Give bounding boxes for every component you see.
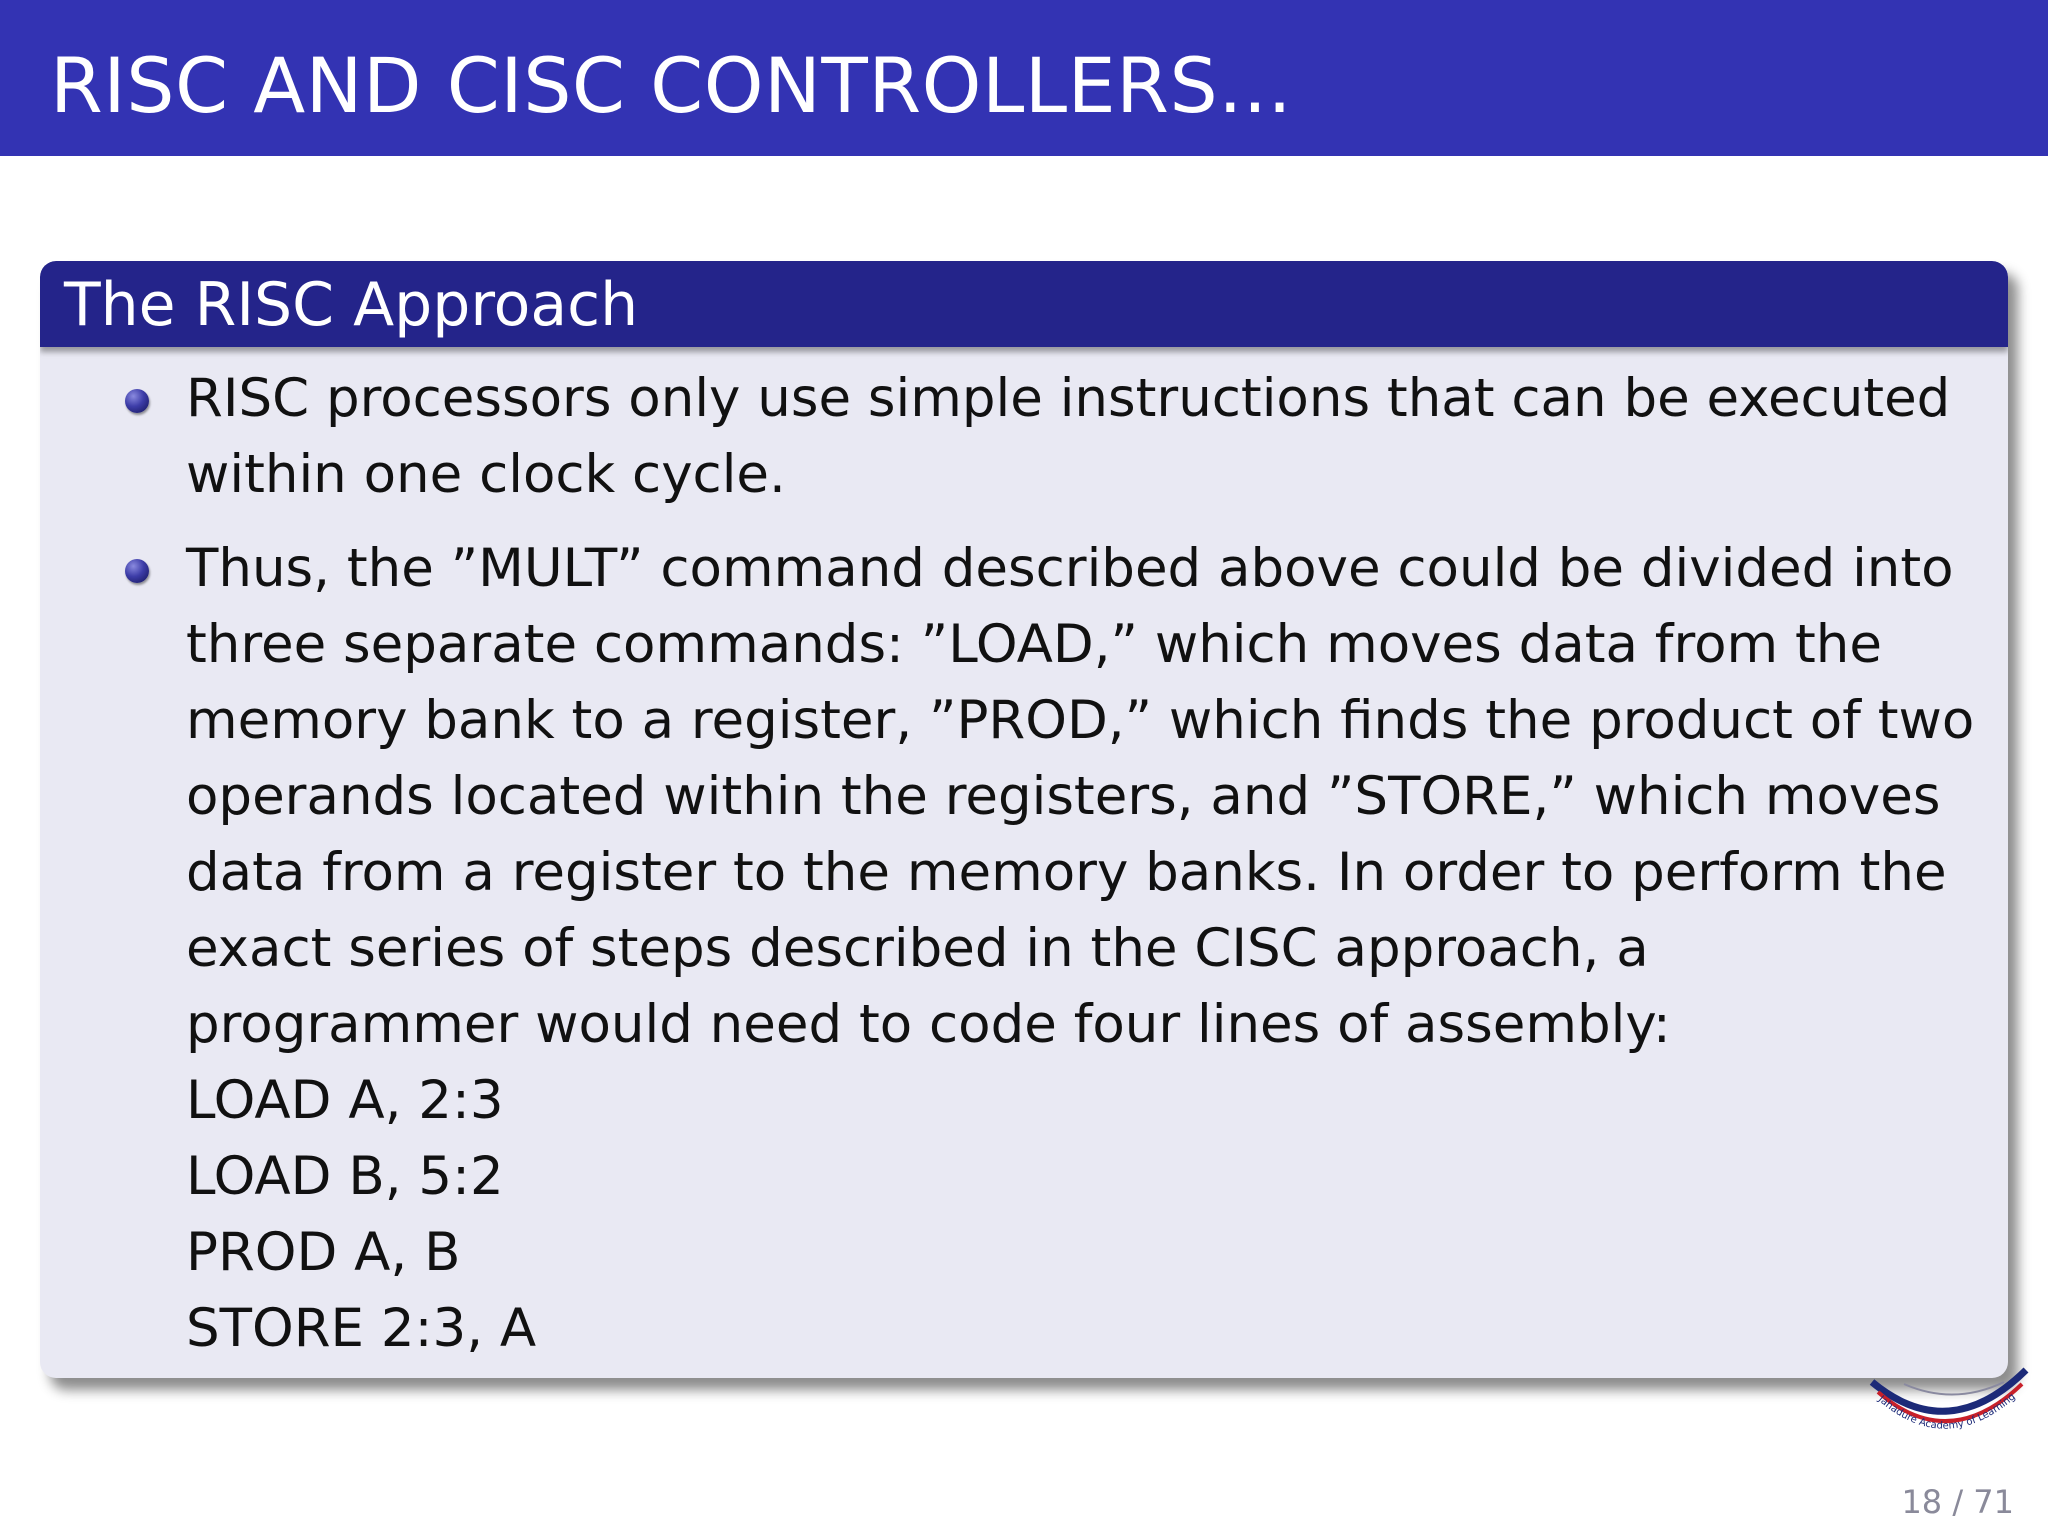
bullet-item-risc-instructions bbox=[40, 361, 2008, 513]
risc-approach-block bbox=[40, 261, 2008, 1378]
assembly-line: PROD A, B bbox=[186, 1222, 461, 1283]
page-number: 18 / 71 bbox=[1901, 1483, 2014, 1521]
bullet-text: Thus, the ”MULT” command described above could be divided into three separate commands: ”LOAD,” which moves data from the memory bank to a register, ”PROD,” which finds the product of two operands located within the registers, and ”STORE,” which moves data from a register to the memory banks. In order to perform the exact series of steps described in the CISC approach, a programmer would need to code four lines of assembly: bbox=[186, 538, 1975, 1055]
bullet-list bbox=[40, 361, 2008, 1378]
block-title: The RISC Approach bbox=[64, 270, 639, 340]
logo-arc-thin bbox=[1904, 1382, 2004, 1395]
bullet-text: RISC processors only use simple instructions that can be executed within one clock cycle. bbox=[186, 368, 1951, 505]
bullet-item-mult-command bbox=[40, 531, 2008, 1367]
bullet-icon bbox=[125, 559, 149, 583]
title-bar bbox=[0, 0, 2048, 156]
assembly-line: LOAD A, 2:3 bbox=[186, 1070, 504, 1131]
assembly-line: STORE 2:3, A bbox=[186, 1298, 537, 1359]
slide-title: RISC AND CISC CONTROLLERS... bbox=[50, 41, 1293, 130]
academy-logo bbox=[1864, 1362, 2034, 1442]
assembly-line: LOAD B, 5:2 bbox=[186, 1146, 504, 1207]
bullet-icon bbox=[125, 389, 149, 413]
logo-text: Jahadure Academy of Learning bbox=[1876, 1391, 2018, 1432]
block-header bbox=[40, 261, 2008, 347]
